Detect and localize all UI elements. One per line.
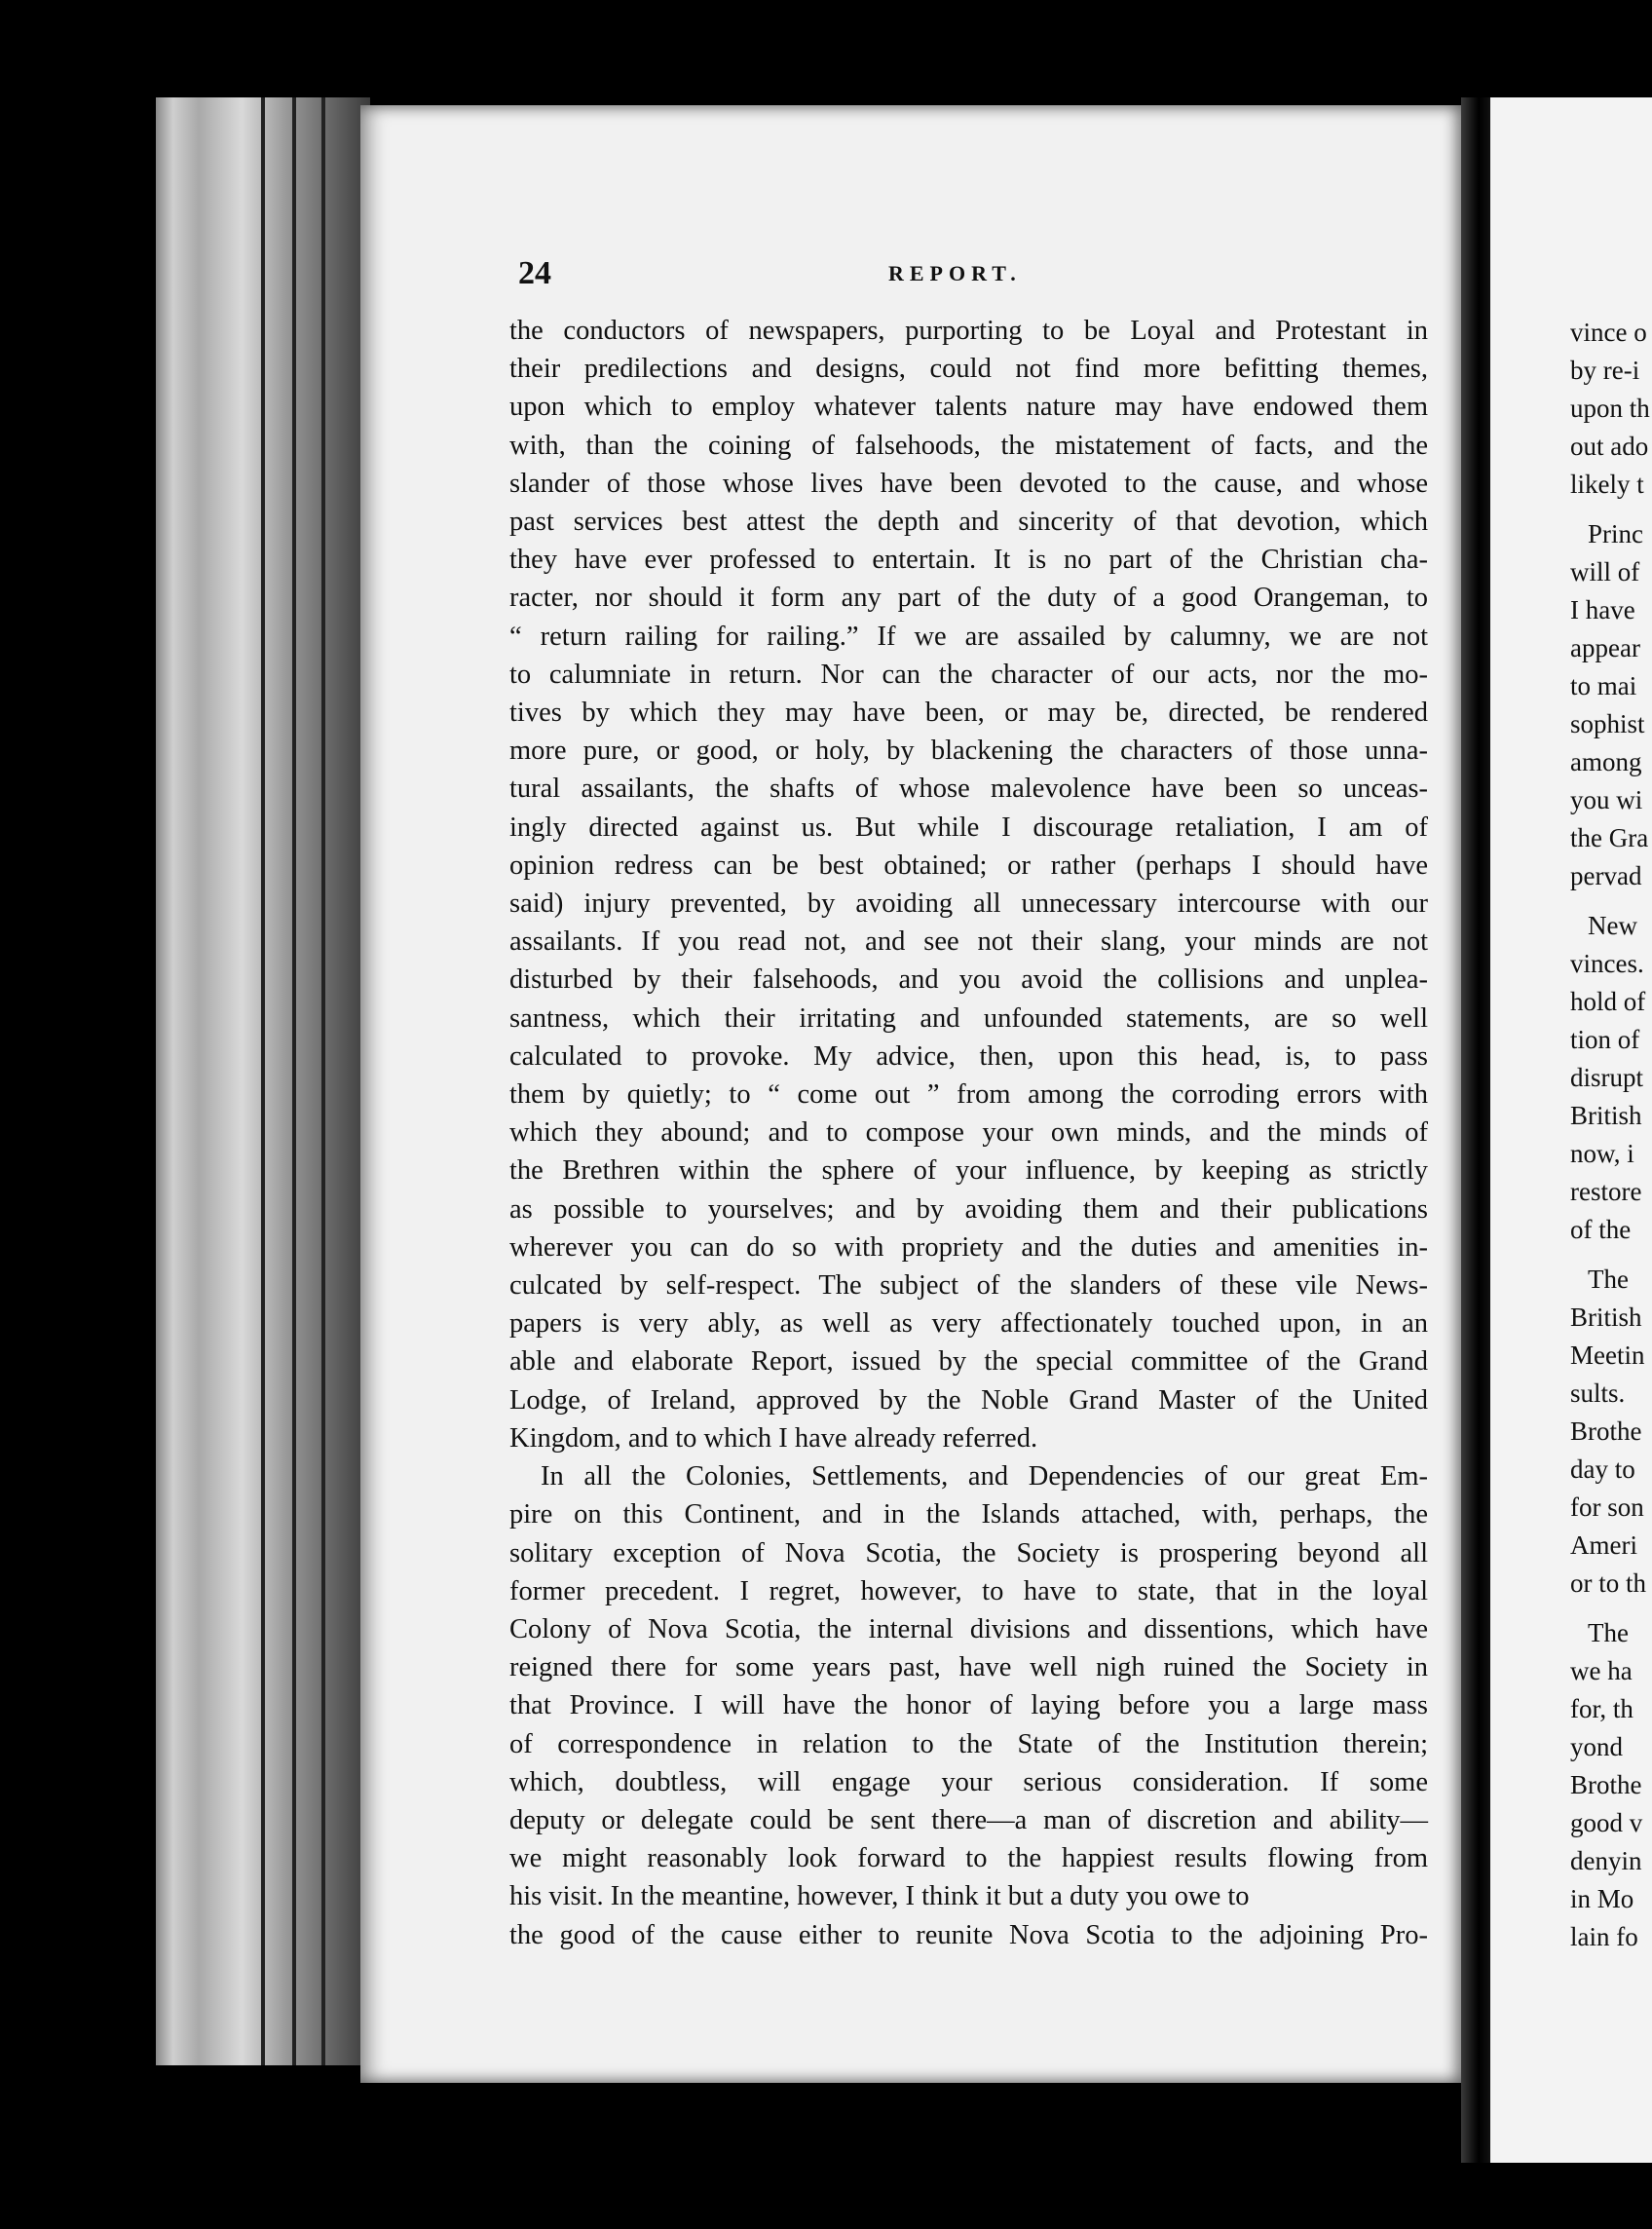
right-page-line: I have <box>1570 595 1635 624</box>
right-page-line: now, i <box>1570 1139 1634 1168</box>
text-line: disturbed by their falsehoods, and you avoid the collisions and unplea- <box>509 964 1428 996</box>
right-page-line: restore <box>1570 1177 1642 1206</box>
right-page-line: sults. <box>1570 1379 1626 1408</box>
text-line: In all the Colonies, Settlements, and Dependencies of our great Em- <box>541 1461 1428 1492</box>
text-line: deputy or delegate could be sent there—a man of discretion and ability— <box>509 1804 1428 1835</box>
text-line: his visit. In the meantine, however, I think it but a duty you owe to <box>509 1881 1250 1912</box>
text-line: which, doubtless, will engage your serious consideration. If some <box>509 1766 1428 1797</box>
text-line: they have ever professed to entertain. It is no part of the Christian cha- <box>509 545 1428 576</box>
right-page-line: in Mo <box>1570 1884 1634 1913</box>
right-page-line: for son <box>1570 1492 1644 1522</box>
text-line: tives by which they may have been, or may be, directed, be rendered <box>509 698 1428 729</box>
right-page-line: to mai <box>1570 671 1637 700</box>
right-page-line: likely t <box>1570 470 1644 499</box>
text-line: their predilections and designs, could not find more befitting themes, <box>509 354 1428 385</box>
right-page-line: tion of <box>1570 1025 1640 1054</box>
right-page-line: or to th <box>1570 1568 1646 1598</box>
text-line: said) injury prevented, by avoiding all unnecessary intercourse with our <box>509 888 1428 920</box>
right-page-line: day to <box>1570 1455 1635 1484</box>
text-line: Kingdom, and to which I have already referred. <box>509 1422 1038 1454</box>
right-page-line: we ha <box>1570 1656 1633 1685</box>
right-page-line: Ameri <box>1570 1530 1637 1560</box>
right-page-line: Princ <box>1588 519 1643 548</box>
right-page-line: British <box>1570 1303 1642 1332</box>
text-line: the conductors of newspapers, purporting to be Loyal and Protestant in <box>509 316 1428 346</box>
text-line: ingly directed against us. But while I discourage retaliation, I am of <box>509 812 1428 843</box>
text-line: reigned there for some years past, have well nigh ruined the Society in <box>509 1652 1428 1683</box>
right-page-line: British <box>1570 1101 1642 1130</box>
right-page-line: The <box>1588 1265 1629 1294</box>
text-line: the Brethren within the sphere of your influence, by keeping as strictly <box>509 1155 1428 1187</box>
text-line: racter, nor should it form any part of the duty of a good Orangeman, to <box>509 583 1428 614</box>
text-line: opinion redress can be best obtained; or rather (perhaps I should have <box>509 850 1428 881</box>
right-page-line: will of <box>1570 557 1640 586</box>
text-line: which they abound; and to compose your own minds, and the minds of <box>509 1117 1428 1149</box>
text-line: Colony of Nova Scotia, the internal divisions and dissentions, which have <box>509 1613 1428 1644</box>
text-line: upon which to employ whatever talents nature may have endowed them <box>509 392 1428 423</box>
text-line: solitary exception of Nova Scotia, the Society is prospering beyond all <box>509 1537 1428 1568</box>
text-line: papers is very ably, as well as very affectionately touched upon, in an <box>509 1308 1428 1340</box>
right-page-line: yond <box>1570 1732 1623 1761</box>
right-page-line: lain fo <box>1570 1922 1638 1951</box>
right-page-line: Brothe <box>1570 1417 1642 1446</box>
running-title: REPORT. <box>888 261 1022 285</box>
text-line: of correspondence in relation to the State of the Institution therein; <box>509 1728 1428 1759</box>
text-line: that Province. I will have the honor of laying before you a large mass <box>509 1690 1428 1721</box>
right-page-line: the Gra <box>1570 823 1649 852</box>
text-line: calculated to provoke. My advice, then, upon this head, is, to pass <box>509 1040 1428 1072</box>
page-number: 24 <box>518 255 551 291</box>
text-line: them by quietly; to “ come out ” from among the corroding errors with <box>509 1079 1428 1111</box>
right-page-line: disrupt <box>1570 1063 1644 1092</box>
right-page-text <box>1570 314 1652 1956</box>
right-page-line: Meetin <box>1570 1341 1645 1370</box>
right-page-line: vince o <box>1570 318 1647 347</box>
text-line: tural assailants, the shafts of whose malevolence have been so unceas- <box>509 774 1428 805</box>
text-line: Lodge, of Ireland, approved by the Noble Grand Master of the United <box>509 1384 1428 1416</box>
page-stack-line <box>321 97 325 2065</box>
text-line: slander of those whose lives have been devoted to the cause, and whose <box>509 468 1428 499</box>
page-stack-line <box>292 97 296 2065</box>
right-page-line: good v <box>1570 1808 1643 1837</box>
paragraph-gap <box>1570 1249 1652 1261</box>
right-page-line: you wi <box>1570 785 1643 814</box>
right-page-line: upon th <box>1570 394 1650 423</box>
right-page-line: by re-i <box>1570 356 1640 385</box>
text-line: more pure, or good, or holy, by blackening the characters of those unna- <box>509 736 1428 767</box>
right-page-line: for, th <box>1570 1694 1633 1723</box>
paragraph-gap <box>1570 895 1652 907</box>
right-page-line: pervad <box>1570 861 1642 890</box>
right-page-line: out ado <box>1570 432 1649 461</box>
right-page-line: Brothe <box>1570 1770 1642 1799</box>
paragraph-gap <box>1570 504 1652 515</box>
text-line: culcated by self-respect. The subject of the slanders of these vile News- <box>509 1270 1428 1302</box>
text-line: former precedent. I regret, however, to have to state, that in the loyal <box>509 1575 1428 1606</box>
right-page-line: The <box>1588 1618 1629 1647</box>
paragraph-gap <box>1570 1603 1652 1614</box>
text-line: wherever you can do so with propriety and the duties and amenities in- <box>509 1231 1428 1263</box>
right-page-line: of the <box>1570 1215 1632 1244</box>
text-line: we might reasonably look forward to the happiest results flowing from <box>509 1843 1428 1874</box>
right-page-line: hold of <box>1570 987 1646 1016</box>
text-line: able and elaborate Report, issued by the special committee of the Grand <box>509 1346 1428 1378</box>
text-line: assailants. If you read not, and see not their slang, your minds are not <box>509 926 1428 958</box>
page-header <box>518 255 1424 304</box>
right-page-line: vinces. <box>1570 949 1644 978</box>
right-page-line: among <box>1570 747 1642 776</box>
right-page-line: denyin <box>1570 1846 1642 1875</box>
text-line: the good of the cause either to reunite Nova Scotia to the adjoining Pro- <box>509 1919 1428 1950</box>
body-text <box>509 312 1428 1954</box>
text-line: “ return railing for railing.” If we are assailed by calumny, we are not <box>509 621 1428 652</box>
text-line: to calumniate in return. Nor can the character of our acts, nor the mo- <box>509 659 1428 690</box>
text-line: santness, which their irritating and unfounded statements, are so well <box>509 1002 1428 1034</box>
page-stack-line <box>261 97 265 2065</box>
text-line: with, than the coining of falsehoods, the mistatement of facts, and the <box>509 430 1428 461</box>
book-gutter <box>1461 97 1490 2163</box>
right-page-line: sophist <box>1570 709 1645 738</box>
right-page-line: New <box>1588 911 1637 940</box>
text-line: past services best attest the depth and sincerity of that devotion, which <box>509 507 1428 538</box>
text-line: pire on this Continent, and in the Islands attached, with, perhaps, the <box>509 1499 1428 1530</box>
right-page-line: appear <box>1570 633 1640 662</box>
text-line: as possible to yourselves; and by avoiding them and their publications <box>509 1193 1428 1225</box>
